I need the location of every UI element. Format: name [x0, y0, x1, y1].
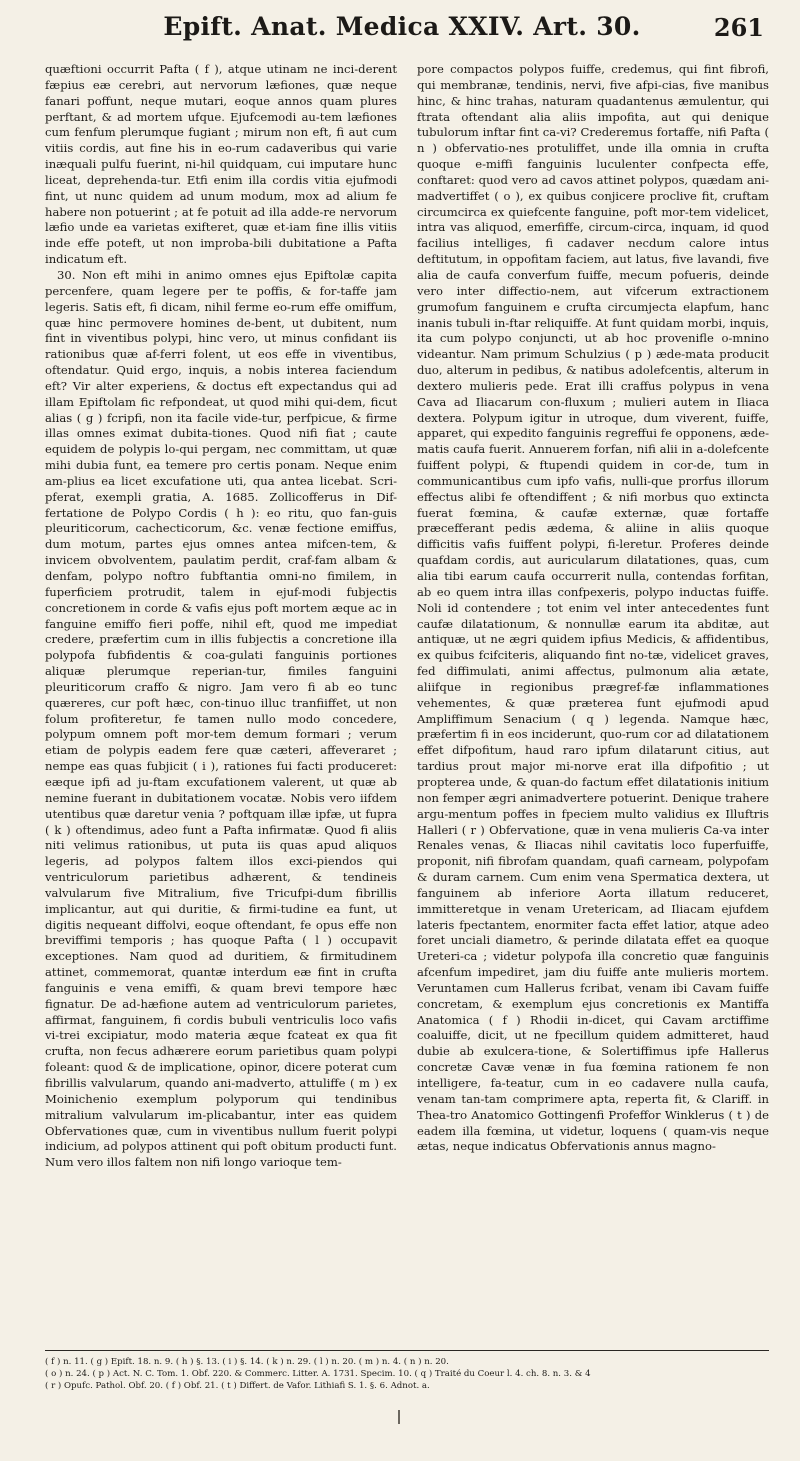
text-columns: [45, 62, 769, 1344]
footnote-divider: [45, 1350, 769, 1351]
footnote-line: ( f ) n. 11. ( g ) Epift. 18. n. 9. ( h ) §. 13. ( i ) §. 14. ( k ) n. 29. ( l ) n. 20. ( m ) n. 4. ( n ) n. 20.: [45, 1357, 449, 1367]
page-number: 261: [713, 13, 764, 42]
left-column: [45, 62, 397, 1344]
paragraph: pore compactos polypos fuiffe, credemus, qui fint fibrofi, qui membranæ, tendinis, nervi, five afpi-cias, five manibus hinc, & hinc trahas, naturam quadantenus æmulentur, qui ftrata oftendant alia aliis impofita, aut qui denique tubulorum inftar fint ca-vi? Crederemus fortaffe, nifi Pafta ( n ) obfervatio-nes protuliffet, unde illa omnia in crufta quoque e-miffi fanguinis luculenter confpecta effe, conftaret: quod vero ad cavos attinet polypos, quædam ani-madvertiffet ( o ), ex quibus conjicere proclive fit, cruftam circumcirca ex quiefcente fanguine, poft mor-tem videlicet, intra vas aliquod, emerfiffe, circum-circa, inquam, id quod facilius intelliges, fi cadaver necdum calore intus deftitutum, in oppofitam faciem, aut latus, five lavandi, five alia de caufa converfum fuiffe, mecum pofueris, deinde vero inter diffectio-nem, aut vifcerum extractionem grumofum fanguinem e crufta circumjecta elapfum, hanc inanis tubuli in-ftar reliquiffe. At funt quidam morbi, inquis, ita cum polypo conjuncti, ut ab hoc provenifle o-mnino videantur. Nam primum Schulzius ( p ) æde-mata producit duo, alterum in pedibus, & natibus adolefcentis, alterum in dextero mulieris pede. Erat illi craffus polypus in vena Cava ad Iliacarum con-fluxum ; mulieri autem in Iliaca dextera. Polypum igitur in utroque, dum viverent, fuiffe, apparet, qui expedito fanguinis regreffui fe opponens, æde-matis caufa fuerit. Annuerem forfan, nifi alii in a-dolefcente fuiffent polypi, & ftupendi quidem in cor-de, tum in communicantibus cum ipfo vafis, nulli-que prorfus illorum effectus alibi fe oftendiffent ; & nifi morbus quo extincta fuerat fœmina, & caufæ externæ, quæ fortaffe præcefferant pedis ædema, & aliine in aliis quoque difficitis vafis fuiffent polypi, fi-leretur. Proferes deinde quafdam cordis, aut auricularum dilatationes, quas, cum alia tibi earum caufa occurrerit nulla, contendas forfitan, ab eo quem intra illas confpexeris, polypo inductas fuiffe. Noli id contendere ; tot enim vel inter antecedentes funt caufæ dilatationum, & nonnullæ earum ita abditæ, aut antiquæ, ut ne ægri quidem ipfius Medicis, & affidentibus, ex quibus fcifciteris, aliquando fint no-tæ, videlicet graves, fed diffimulati, animi affectus, pulmonum alia ætate, aliifque in regionibus prægref-fæ inflammationes vehementes, & quæ præterea funt ejufmodi apud Ampliffimum Senacium ( q ) legenda. Namque hæc, præfertim fi in eos inciderunt, quo-rum cor ad dilatationem effet difpofitum, haud raro ipfum dilatarunt citius, aut tardius prout major mi-norve erat illa difpofitio ; ut propterea unde, & quan-do factum effet dilatationis initium non femper ægri animadvertere potuerint. Denique trahere argu-mentum poffes in fpeciem multo validius ex Illuftris Halleri ( r ) Obfervatione, quæ in vena mulieris Ca-va inter Renales venas, & Iliacas nihil cavitatis loco fuperfuiffe, proponit, nifi fibrofam quandam, quafi carneam, polypofam & duram carnem. Cum enim vena Spermatica dextera, ut fanguinem ab inferiore Aorta illatum reduceret, immitteretque in venam Uretericam, ad Iliacam ejufdem lateris fpectantem, enormiter facta effet latior, atque adeo foret unciali diametro, & perinde dilatata effet ea quoque Ureteri-ca ; videtur polypofa illa concretio quæ fanguinis afcenfum impediret, jam diu fuiffe ante mulieris mortem. Veruntamen cum Hallerus fcribat, venam ibi Cavam fuiffe concretam, & exemplum ejus concretionis ex Mantiffa Anatomica ( f ) Rhodii in-dicet, qui Cavam arctiffime coaluiffe, dicit, ut ne fpecillum quidem admitteret, haud dubie ab exulcera-tione, & Solertiffimus ipfe Hallerus concretæ Cavæ venæ in fua fœmina rationem fe non intelligere, fa-teatur, cum in eo cadavere nulla caufa, venam tan-tam comprimere apta, reperta fit, & Clariff. in Thea-tro Anatomico Gottingenfi Profeffor Winklerus ( t ) de eadem illa fœmina, ut videtur, loquens ( quam-vis neque ætas, neque indicatus Obfervationis annus magno-: [417, 62, 769, 1154]
page-mark: [398, 1410, 400, 1424]
paragraph: quæftioni occurrit Pafta ( f ), atque utinam ne inci-derent fæpius eæ cerebri, aut nervorum læfiones, quæ neque fanari poffunt, neque mutari, eoque annos quam plures perftant, & ad mortem ufque. Ejufcemodi au-tem læfiones cum fenfum plerumque fugiant ; mirum non eft, fi aut cum vitiis cordis, aut fine his in eo-rum cadaveribus qui varie inæquali pulfu fuerint, ni-hil quidquam, cui imputare hunc liceat, deprehenda-tur. Etfi enim illa cordis vitia ejufmodi fint, ut nunc quidem ad unum modum, mox ad alium fe habere non potuerint ; at fe potuit ad illa adde-re nervorum læfio unde ea varietas exifteret, quæ et-iam fine illis vitiis inde effe poteft, ut non improba-bili dubitatione a Pafta indicatum eft.: [45, 62, 397, 267]
running-header: [40, 12, 764, 56]
running-title: Epift. Anat. Medica XXIV. Art. 30.: [163, 12, 641, 41]
footnotes: [45, 1356, 769, 1394]
paragraph: 30. Non eft mihi in animo omnes ejus Epiftolæ capita percenfere, quam legere per te poffis, & for-taffe jam legeris. Satis eft, fi dicam, nihil ferme eo-rum effe omiffum, quæ hinc permovere homines de-bent, ut dubitent, num fint in viventibus polypi, hinc vero, ut minus confidant iis rationibus quæ af-ferri folent, ut eos effe in viventibus, oftendatur. Quid ergo, inquis, a nobis interea faciendum eft? Vir alter experiens, & doctus eft expectandus qui ad illam Epiftolam fic refpondeat, ut quod mihi qui-dem, ficut alias ( g ) fcripfi, non ita facile vide-tur, perfpicue, & firme illas omnes eximat dubita-tiones. Quod nifi fiat ; caute equidem de polypis lo-qui pergam, nec committam, ut quæ mihi dubia funt, ea temere pro certis ponam. Neque enim am-plius ea licet excufatione uti, qua antea licebat. Scri-pferat, exempli gratia, A. 1685. Zollicofferus in Dif-fertatione de Polypo Cordis ( h ): eo ritu, quo fan-guis pleuriticorum, cachecticorum, &c. venæ fectione emiffus, dum motum, partes ejus omnes antea mifcen-tem, & invicem obvolventem, paulatim perdit, craf-fam albam & denfam, polypo noftro fubftantia omni-no fimilem, in fuperficiem protrudit, talem in ejuf-modi fubjectis concretionem in corde & vafis ejus poft mortem æque ac in fanguine emiffo fieri poffe, nihil eft, quod me impediat credere, præfertim cum in illis fubjectis a concretione illa polypofa fubfidentis & coa-gulati fanguinis portiones aliquæ plerumque reperian-tur, fimiles fanguini pleuriticorum craffo & nigro. Jam vero fi ab eo tunc quæreres, cur poft hæc, con-tinuo illuc tranfiiffet, ut non folum profiteretur, fe tamen nullo modo concedere, polypum omnem poft mor-tem demum formari ; verum etiam de polypis eadem fere quæ cæteri, affeveraret ; nempe eas quas fubjicit ( i ), rationes fui facti produceret: eæque ipfi ad ju-ftam excufationem valerent, ut quæ ab nemine fuerant in dubitationem vocatæ. Nobis vero iifdem utentibus quæ daretur venia ? poftquam illæ ipfæ, ut fupra ( k ) oftendimus, adeo funt a Pafta infirmatæ. Quod fi aliis niti velimus rationibus, ut puta iis quas apud aliquos legeris, ad polypos faltem illos exci-piendos qui ventriculorum parietibus adhærent, & tendineis valvularum five Mitralium, five Tricufpi-dum fibrillis implicantur, aut qui duritie, & firmi-tudine ea funt, ut digitis nequeant diffolvi, eoque oftendant, fe opus effe non breviffimi temporis ; has quoque Pafta ( l ) occupavit exceptiones. Nam quod ad duritiem, & firmitudinem attinet, commemorat, quantæ interdum eæ fint in crufta fanguinis e vena emiffi, & quam brevi tempore hæc fignatur. De ad-hæfione autem ad ventriculorum parietes, affirmat, fanguinem, fi cordis bubuli ventriculis loco vafis vi-trei excipiatur, modo materia æque fcateat ex qua fit crufta, non fecus adhærere eorum parietibus quam polypi foleant: quod & de implicatione, opinor, dicere poterat cum fibrillis valvularum, quando ani-madverto, attuliffe ( m ) ex Moinichenio exemplum polyporum qui tendinibus mitralium valvularum im-plicabantur, inter eas quidem Obfervationes quæ, cum in viventibus nullum fuerit polypi indicium, ad polypos attinent qui poft obitum producti funt. Num vero illos faltem non nifi longo varioque tem-: [45, 267, 397, 1170]
footnote-line: ( r ) Opufc. Pathol. Obf. 20. ( f ) Obf. 21. ( t ) Differt. de Vafor. Lithiafi S. 1. §. 6. Adnot. a.: [45, 1381, 430, 1391]
right-column: [417, 62, 769, 1344]
footnote-line: ( o ) n. 24. ( p ) Act. N. C. Tom. 1. Obf. 220. & Commerc. Litter. A. 1731. Specim. 10. ( q ) Traité du Coeur l. 4. ch. 8. n. 3. & 4: [45, 1369, 591, 1379]
